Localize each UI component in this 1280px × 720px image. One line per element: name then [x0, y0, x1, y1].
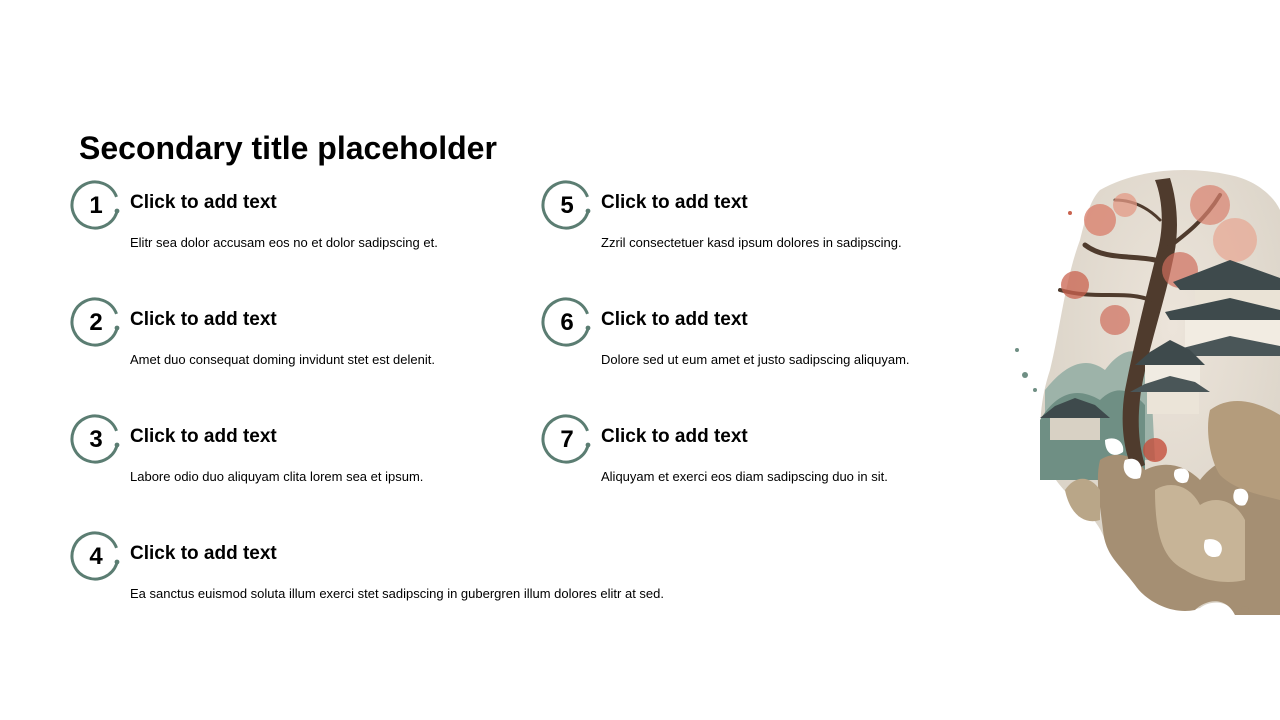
slide-title[interactable]: Secondary title placeholder [79, 130, 497, 166]
item-heading[interactable]: Click to add text [601, 309, 748, 330]
item-number: 5 [560, 192, 574, 219]
list-item [541, 414, 1021, 494]
item-body[interactable]: Elitr sea dolor accusam eos no et dolor sadipscing et. [130, 235, 438, 250]
item-body[interactable]: Ea sanctus euismod soluta illum exerci stet sadipscing in gubergren illum dolores elitr at sed. [130, 586, 664, 601]
item-number: 1 [89, 192, 103, 219]
item-number: 3 [89, 426, 103, 453]
item-body[interactable]: Labore odio duo aliquyam clita lorem sea et ipsum. [130, 469, 424, 484]
number-badge [70, 180, 122, 232]
list-item [541, 180, 1021, 260]
item-heading[interactable]: Click to add text [130, 192, 277, 213]
item-heading[interactable]: Click to add text [130, 543, 277, 564]
item-heading[interactable]: Click to add text [130, 309, 277, 330]
item-heading[interactable]: Click to add text [130, 426, 277, 447]
list-item [70, 531, 770, 611]
list-item [70, 180, 550, 260]
number-badge [541, 414, 593, 466]
item-body[interactable]: Dolore sed ut eum amet et justo sadipscing aliquyam. [601, 352, 910, 367]
item-heading[interactable]: Click to add text [601, 426, 748, 447]
number-badge [541, 180, 593, 232]
item-number: 7 [560, 426, 574, 453]
item-body[interactable]: Zzril consectetuer kasd ipsum dolores in sadipscing. [601, 235, 902, 250]
item-number: 2 [89, 309, 103, 336]
item-body[interactable]: Aliquyam et exerci eos diam sadipscing duo in sit. [601, 469, 888, 484]
list-item [70, 297, 550, 377]
item-body[interactable]: Amet duo consequat doming invidunt stet est delenit. [130, 352, 435, 367]
list-item [70, 414, 550, 494]
number-badge [70, 531, 122, 583]
landscape-pagoda-illustration [1005, 160, 1280, 620]
item-number: 4 [89, 543, 103, 570]
number-badge [70, 297, 122, 349]
number-badge [541, 297, 593, 349]
number-badge [70, 414, 122, 466]
item-heading[interactable]: Click to add text [601, 192, 748, 213]
list-item [541, 297, 1021, 377]
item-number: 6 [560, 309, 574, 336]
